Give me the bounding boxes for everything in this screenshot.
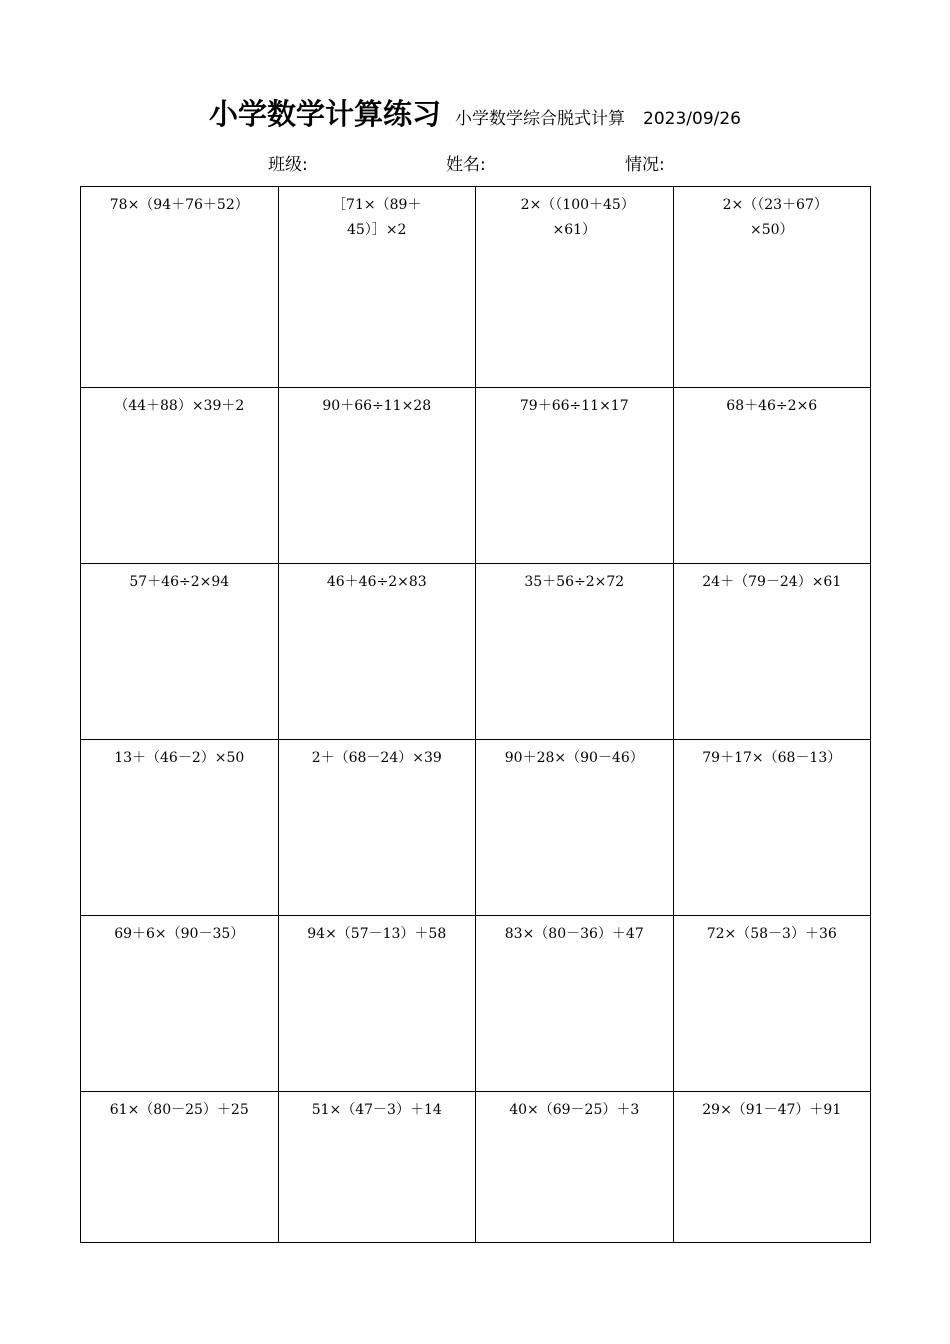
problem-grid bbox=[80, 186, 871, 1243]
problem-cell[interactable] bbox=[476, 1092, 674, 1243]
problem-row bbox=[81, 740, 871, 916]
status-label: 情况: bbox=[625, 155, 665, 175]
problem-expression: （44＋88）×39＋2 bbox=[114, 398, 245, 414]
problem-cell[interactable] bbox=[278, 187, 476, 388]
problem-cell[interactable] bbox=[476, 916, 674, 1092]
problem-expression: 46＋46÷2×83 bbox=[326, 574, 427, 590]
problem-cell[interactable] bbox=[81, 187, 279, 388]
problem-row bbox=[81, 388, 871, 564]
problem-expression: 13＋（46－2）×50 bbox=[114, 750, 245, 766]
worksheet-date: 2023/09/26 bbox=[643, 109, 741, 129]
problem-cell[interactable] bbox=[673, 564, 871, 740]
problem-expression: 79＋17×（68－13） bbox=[702, 750, 842, 766]
worksheet-title: 小学数学计算练习 bbox=[209, 97, 442, 131]
problem-cell[interactable] bbox=[81, 564, 279, 740]
problem-cell[interactable] bbox=[673, 1092, 871, 1243]
name-label: 姓名: bbox=[446, 155, 486, 175]
problem-row bbox=[81, 1092, 871, 1243]
problem-expression: 94×（57－13）＋58 bbox=[307, 926, 447, 942]
problem-expression: 2×（（23＋67）×50） bbox=[722, 197, 821, 238]
problem-row bbox=[81, 564, 871, 740]
problem-row bbox=[81, 187, 871, 388]
problem-expression: 2＋（68－24）×39 bbox=[311, 750, 442, 766]
problem-expression: 40×（69－25）＋3 bbox=[509, 1102, 640, 1118]
problem-expression: 90＋66÷11×28 bbox=[322, 398, 432, 414]
problem-cell[interactable] bbox=[81, 916, 279, 1092]
problem-cell[interactable] bbox=[278, 564, 476, 740]
problem-cell[interactable] bbox=[278, 388, 476, 564]
problem-expression: 24＋（79－24）×61 bbox=[702, 574, 842, 590]
problem-cell[interactable] bbox=[81, 388, 279, 564]
problem-expression: ［71×（89＋45）］×2 bbox=[332, 197, 422, 238]
problem-expression: 29×（91－47）＋91 bbox=[702, 1102, 842, 1118]
problem-cell[interactable] bbox=[673, 388, 871, 564]
problem-cell[interactable] bbox=[278, 916, 476, 1092]
problem-cell[interactable] bbox=[476, 740, 674, 916]
problem-expression: 78×（94＋76＋52） bbox=[109, 197, 249, 213]
problem-cell[interactable] bbox=[278, 1092, 476, 1243]
problem-expression: 72×（58－3）＋36 bbox=[706, 926, 837, 942]
problem-cell[interactable] bbox=[81, 1092, 279, 1243]
problem-expression: 69＋6×（90－35） bbox=[114, 926, 245, 942]
class-label: 班级: bbox=[268, 155, 308, 175]
problem-expression: 2×（（100＋45）×61） bbox=[520, 197, 628, 238]
problem-expression: 57＋46÷2×94 bbox=[129, 574, 230, 590]
problem-cell[interactable] bbox=[673, 187, 871, 388]
problem-cell[interactable] bbox=[673, 740, 871, 916]
problem-expression: 68＋46÷2×6 bbox=[726, 398, 818, 414]
worksheet-header bbox=[0, 92, 950, 133]
problem-expression: 61×（80－25）＋25 bbox=[109, 1102, 249, 1118]
problem-expression: 90＋28×（90－46） bbox=[504, 750, 644, 766]
problem-expression: 83×（80－36）＋47 bbox=[504, 926, 644, 942]
problem-expression: 35＋56÷2×72 bbox=[524, 574, 625, 590]
student-info-row bbox=[0, 150, 950, 176]
problem-cell[interactable] bbox=[81, 740, 279, 916]
problem-expression: 51×（47－3）＋14 bbox=[311, 1102, 442, 1118]
problem-cell[interactable] bbox=[476, 388, 674, 564]
problem-cell[interactable] bbox=[673, 916, 871, 1092]
problem-expression: 79＋66÷11×17 bbox=[519, 398, 629, 414]
problem-cell[interactable] bbox=[476, 187, 674, 388]
problem-cell[interactable] bbox=[476, 564, 674, 740]
problem-cell[interactable] bbox=[278, 740, 476, 916]
problem-row bbox=[81, 916, 871, 1092]
worksheet-subtitle: 小学数学综合脱式计算 bbox=[455, 109, 626, 129]
